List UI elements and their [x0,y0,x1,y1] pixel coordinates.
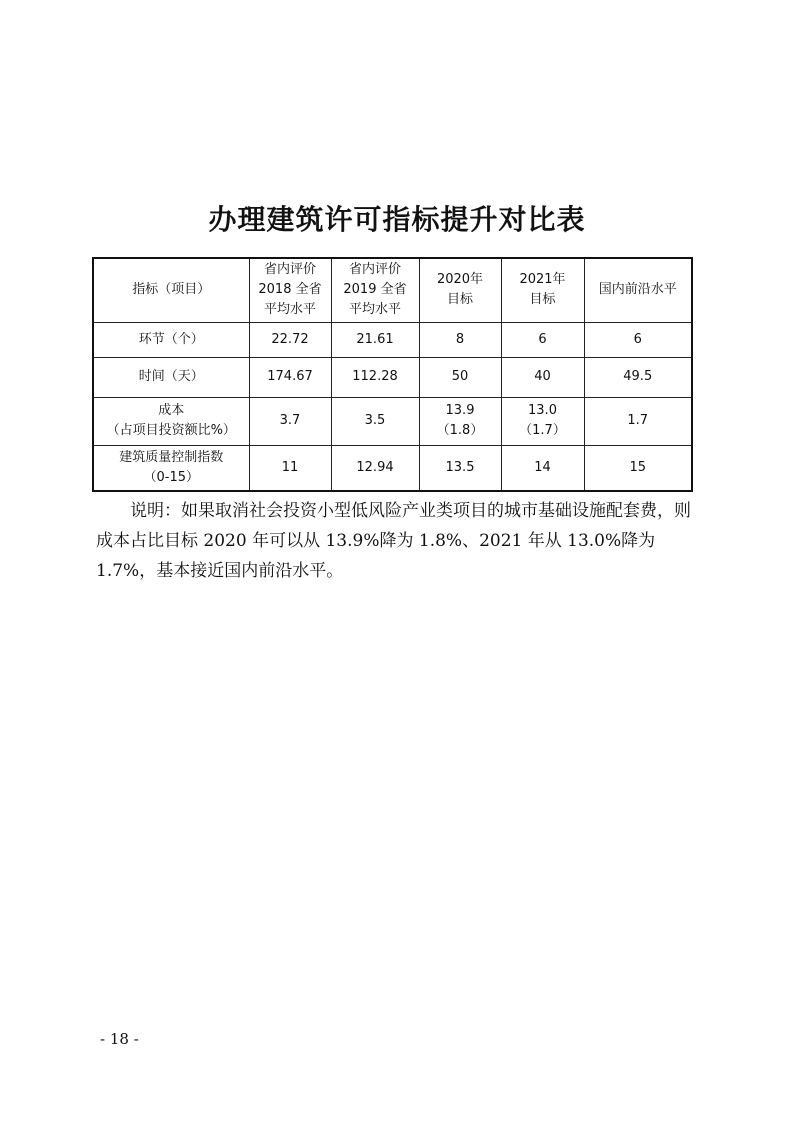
cell-line: 2019 全省 [343,282,407,298]
data-cell [331,445,419,491]
cell-line: 8 [455,331,465,347]
cell-line: 指标（项目） [132,282,211,298]
header-cell [419,258,501,322]
header-cell [331,258,419,322]
data-cell [249,322,331,357]
data-cell [249,445,331,491]
cell-line: 省内评价 [348,262,401,278]
data-cell [331,322,419,357]
data-cell [331,397,419,445]
cell-line: 22.72 [271,331,309,347]
header-label: 2020年目标 [436,272,484,308]
cell-line: 环节（个） [138,331,204,347]
data-cell [584,397,692,445]
cell-line: 3.7 [279,413,301,428]
cell-line: 6 [538,331,547,347]
row-label [93,357,249,397]
cell-line: 13.0 [528,403,557,418]
data-cell [501,357,584,397]
page-title: 办理建筑许可指标提升对比表 [208,203,586,236]
cell-line: 国内前沿水平 [598,282,677,298]
cell-line: 11 [281,459,299,475]
table-row [93,322,692,357]
cell-line: 平均水平 [348,302,401,318]
cell-line: 49.5 [623,369,653,384]
cell-line: 12.94 [356,459,394,475]
cell-line: 21.61 [356,331,394,347]
cell-line: 13.9 [445,403,475,418]
cell-line: 6 [633,331,642,347]
data-cell [419,357,501,397]
cell-line: 1.7 [627,413,649,428]
cell-line: 成本 [158,403,185,418]
cell-line: （0-15） [143,469,199,485]
cell-line: 2018 全省 [258,282,322,298]
cell-line: 3.5 [364,413,386,428]
cell-line: （1.8） [436,423,484,438]
header-cell [249,258,331,322]
header-row [93,258,692,322]
cell-line: 40 [534,369,551,384]
cell-line: 112.28 [352,369,398,384]
cell-line: 13.5 [445,459,475,475]
cell-line: 省内评价 [263,262,316,278]
cell-line: 15 [629,459,647,475]
data-cell [584,445,692,491]
data-cell [331,357,419,397]
data-cell [419,322,501,357]
row-label [93,397,249,445]
table-row [93,357,692,397]
data-cell [419,445,501,491]
cell-line: 建筑质量控制指数 [119,449,224,465]
note-paragraph: 说明：如果取消社会投资小型低风险产业类项目的城市基础设施配套费，则成本占比目标 2020 年可以从 13.9%降为 1.8%、2021 年从 13.0%降为 1.7%，基本接近国内前沿水平。 [96,501,691,581]
data-cell [584,357,692,397]
header-cell [93,258,249,322]
cell-line: （占项目投资额比%） [106,423,236,438]
header-label: 2021年目标 [519,272,566,308]
data-cell [584,322,692,357]
cell-line: （1.7） [519,423,566,438]
cell-line: 174.67 [267,369,313,384]
table-row [93,397,692,445]
table-row [93,445,692,491]
data-cell [501,445,584,491]
data-cell [249,397,331,445]
data-cell [501,322,584,357]
data-cell [501,397,584,445]
data-cell [419,397,501,445]
cell-line: 时间（天） [138,369,204,384]
cell-line: 50 [451,369,469,384]
header-cell [584,258,692,322]
header-cell [501,258,584,322]
row-label [93,322,249,357]
data-cell [249,357,331,397]
cell-line: 14 [534,459,551,475]
comparison-table [92,257,693,492]
cell-line: 平均水平 [263,302,316,318]
page-number: - 18 - [100,1030,139,1048]
row-label [93,445,249,491]
